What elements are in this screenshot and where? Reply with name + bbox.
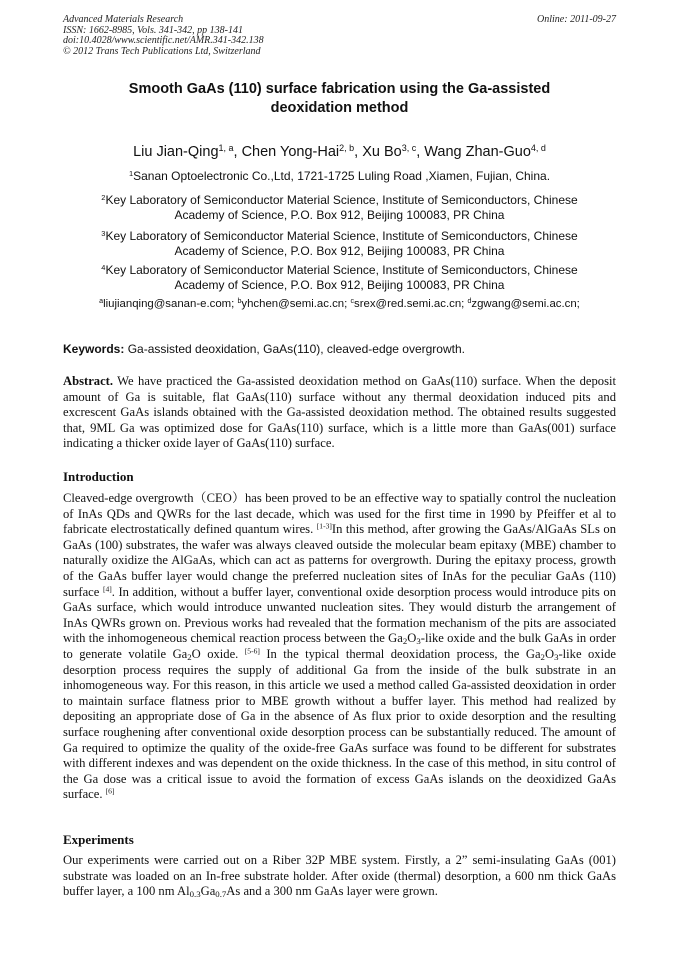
subscript: 3 bbox=[416, 636, 421, 647]
experiments-paragraph bbox=[63, 853, 616, 900]
abstract bbox=[63, 374, 616, 452]
journal-doi: doi:10.4028/www.scientific.net/AMR.341-342.138 bbox=[63, 35, 264, 46]
affiliation-text: Academy of Science, P.O. Box 912, Beijing 100083, PR China bbox=[174, 278, 505, 292]
affiliation-marker: 4 bbox=[101, 262, 106, 272]
journal-copyright: © 2012 Trans Tech Publications Ltd, Switzerland bbox=[63, 45, 261, 57]
body-text: -like oxide desorption process requires the supply of additional Ga from the inside of the bulk substrate in an inhomogeneous way. For this reason, in this article we used a method called Ga-assisted deoxidation in order to maintain surface flatness prior to MBE growth without a buffer layer. This method had realized by depositing an appropriate dose of Ga in the absence of As flux prior to oxide desorption and the resulting surface roughening after conventional oxide desorption process can be substantially reduced. The amount of Ga required to optimize the quality of the oxide-free GaAs surface was found to be different for substrates with different indexes and was dependent on the oxide thickness. In the case of this method, in situ control of the Ga dose was a critical issue to avoid the formation of excess GaAs islands on the deoxidized GaAs surface. bbox=[63, 646, 616, 802]
body-text: Ga bbox=[200, 884, 216, 899]
author-name: Liu Jian-Qing bbox=[133, 144, 219, 160]
paper-title bbox=[63, 80, 616, 118]
subscript: 2 bbox=[187, 652, 192, 663]
email-link[interactable]: srex@red.semi.ac.cn; bbox=[354, 298, 468, 310]
email-marker: c bbox=[350, 298, 354, 306]
affiliation-text: Academy of Science, P.O. Box 912, Beijing 100083, PR China bbox=[174, 244, 505, 258]
affiliation-marker: 3 bbox=[101, 228, 106, 238]
affiliation-3 bbox=[63, 229, 616, 259]
body-text: In this method, after growing the GaAs/AlGaAs SLs on GaAs (100) substrates, the wafer was always cleaved outside the molecular beam epitaxy (MBE) chamber to naturally oxidize the AlGaAs, which can act as patterns for overgrowth. During the epitaxy process, growth of the GaAs buffer layer would change the preferred nucleation sites of InAs for the peculiar GaAs (110) surface bbox=[63, 522, 616, 599]
email-link[interactable]: liujianqing@sanan-e.com; bbox=[103, 298, 238, 310]
body-text: As and a 300 nm GaAs layer were grown. bbox=[226, 884, 438, 899]
subscript: 2 bbox=[402, 636, 408, 647]
citation-ref[interactable]: [1-3] bbox=[316, 521, 332, 531]
affiliation-text: Key Laboratory of Semiconductor Material Science, Institute of Semiconductors, Chinese bbox=[105, 229, 578, 243]
abstract-text: We have practiced the Ga-assisted deoxidation method on GaAs(110) surface. When the deposit amount of Ga is suitable, flat GaAs(110) surface without any thermal deoxidation induced pits and excrescent GaAs islands obtained with the Ga-assisted deoxidation method. The obtained results suggested that, 9ML Ga was optimized dose for GaAs(110) surface, which is a little more than GaAs(001) surface indicating a thicker oxide layer of GaAs(110) surface. bbox=[63, 374, 616, 451]
body-text: . In addition, without a buffer layer, conventional oxide desorption process would introduce pits on GaAs surface, which would introduce unwanted nucleation sites. They would disturb the arrangement of InAs QWRs grown on. Previous works had revealed that the formation mechanism of the pits are associated with the inhomogeneous chemical reaction process between the Ga bbox=[63, 584, 616, 646]
keywords-text: Ga-assisted deoxidation, GaAs(110), cleaved-edge overgrowth. bbox=[124, 342, 465, 356]
online-date: Online: 2011-09-27 bbox=[537, 14, 616, 25]
subscript: 0.3 bbox=[189, 889, 201, 900]
affiliation-text: Key Laboratory of Semiconductor Material Science, Institute of Semiconductors, Chinese bbox=[105, 193, 578, 207]
journal-issn: ISSN: 1662-8985, Vols. 341-342, pp 138-141 bbox=[63, 24, 243, 36]
affiliation-2 bbox=[63, 193, 616, 223]
title-line-1: Smooth GaAs (110) surface fabrication using the Ga-assisted bbox=[128, 81, 551, 97]
body-text: -like oxide and the bulk GaAs in order to generate volatile Ga bbox=[63, 631, 616, 661]
introduction-heading: Introduction bbox=[63, 469, 134, 484]
affiliation-text: Key Laboratory of Semiconductor Material Science, Institute of Semiconductors, Chinese bbox=[105, 263, 578, 277]
affiliation-4 bbox=[63, 263, 616, 293]
affiliation-1 bbox=[63, 169, 616, 184]
author-marker: 3, c bbox=[401, 143, 417, 154]
affiliation-marker: 1 bbox=[128, 168, 134, 178]
abstract-label: Abstract. bbox=[63, 374, 114, 388]
author-list bbox=[63, 143, 616, 161]
body-text: O bbox=[544, 646, 555, 661]
journal-header bbox=[63, 15, 616, 57]
author-separator: , bbox=[233, 144, 242, 160]
introduction-paragraph bbox=[63, 491, 616, 803]
author-separator: , bbox=[354, 144, 363, 160]
affiliation-text: Sanan Optoelectronic Co.,Ltd, 1721-1725 Luling Road ,Xiamen, Fujian, China. bbox=[133, 169, 551, 183]
author-name: Xu Bo bbox=[362, 144, 402, 160]
author-name: Wang Zhan-Guo bbox=[424, 144, 531, 160]
experiments-heading: Experiments bbox=[63, 832, 134, 847]
author-separator: , bbox=[416, 144, 425, 160]
title-line-2: deoxidation method bbox=[270, 100, 409, 116]
author-name: Chen Yong-Hai bbox=[241, 144, 340, 160]
author-marker: 4, d bbox=[530, 143, 546, 154]
email-link[interactable]: zgwang@semi.ac.cn; bbox=[471, 298, 580, 310]
subscript: 2 bbox=[540, 652, 545, 663]
subscript: 0.7 bbox=[215, 889, 227, 900]
author-emails bbox=[63, 297, 616, 312]
body-text: O oxide. bbox=[191, 646, 245, 661]
citation-ref[interactable]: [5-6] bbox=[244, 646, 260, 656]
journal-name: Advanced Materials Research bbox=[63, 14, 184, 25]
citation-ref[interactable]: [4] bbox=[102, 584, 112, 594]
email-marker: d bbox=[467, 298, 472, 306]
body-text: Our experiments were carried out on a Riber 32P MBE system. Firstly, a 2” semi-insulating GaAs (001) substrate was loaded on an In-free substrate holder. After oxide (thermal) desorption, a 600 nm thick GaAs buffer layer, a 100 nm Al bbox=[63, 853, 616, 899]
keywords bbox=[63, 342, 616, 357]
body-text: In the typical thermal deoxidation process, the Ga bbox=[259, 646, 541, 661]
body-text: O bbox=[407, 631, 417, 646]
email-marker: b bbox=[237, 298, 242, 306]
keywords-label: Keywords: bbox=[63, 342, 125, 356]
affiliation-text: Academy of Science, P.O. Box 912, Beijing 100083, PR China bbox=[174, 208, 505, 222]
author-marker: 1, a bbox=[218, 143, 234, 154]
subscript: 3 bbox=[554, 652, 559, 663]
body-text: Cleaved-edge overgrowth（CEO）has been proved to be an effective way to spatially control the nucleation of InAs QDs and QWRs for the last decade, which was used for the first time in 1990 by Pfeiffer et al to fabricate electrostatically defined quantum wires. bbox=[63, 491, 616, 537]
affiliation-marker: 2 bbox=[101, 192, 106, 202]
email-marker: a bbox=[99, 298, 104, 306]
email-link[interactable]: yhchen@semi.ac.cn; bbox=[241, 298, 351, 310]
author-marker: 2, b bbox=[339, 143, 355, 154]
citation-ref[interactable]: [6] bbox=[105, 786, 115, 796]
